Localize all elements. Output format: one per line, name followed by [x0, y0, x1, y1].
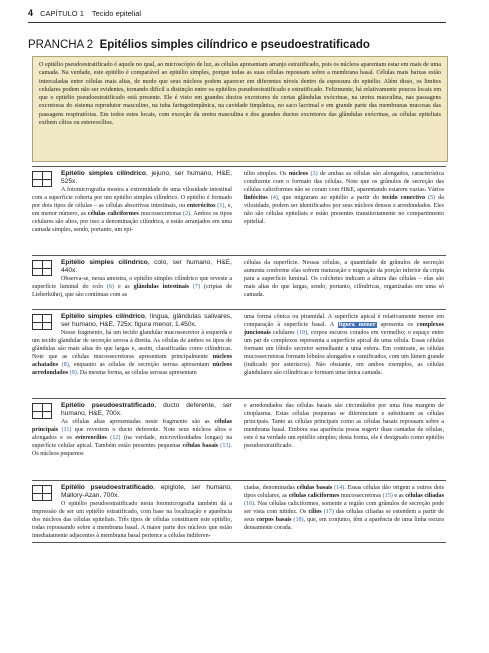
caption-title: Epitélio pseudoestratificado: [61, 402, 155, 409]
section-right-column: [244, 402, 444, 450]
bold-term: linfócitos: [244, 195, 268, 201]
right-body-text: [244, 484, 444, 532]
text-run: Nesse fragmento, há um tecido glandular mucossecretor à esquerda e um tecido glandular de secreção serosa à direita. As células de ambos os tipos de glândulas são mais altas do que largas e, assim, classificadas como cilíndricas. Note que as células mucossecretoras apresentam principalmente: [32, 330, 232, 360]
section-right-column: [244, 313, 444, 377]
left-body-text: [32, 418, 232, 458]
chapter-label: CAPÍTULO 1: [40, 9, 84, 18]
text-run: e arredondados das células basais são circundados por uma fina margem de citoplasma. Estas células pequenas se diferenciam e substituem as células principais. Tanto as células principais como as células basais repousam sobre a membrana basal. Embora sua aparência possa sugerir duas camadas de células, este é na verdade um epitélio simples; desta forma, ele é designado como epitélio pseudoestratificado.: [244, 403, 444, 449]
left-body-text: [32, 186, 232, 234]
figure-ref: (1): [215, 203, 225, 209]
bold-term: núcleos achatados: [32, 354, 232, 368]
text-run: mucossecretoras: [138, 211, 184, 217]
bold-term: estereocílios: [75, 435, 107, 441]
section-right-column: [244, 259, 444, 299]
section-left-column: [32, 313, 232, 377]
caption-details: , colo, ser humano, H&E, 440x.: [61, 259, 232, 274]
bold-term: complexos juncionais: [244, 322, 444, 336]
bold-term: núcleos: [288, 171, 309, 177]
figure-ref: (7): [189, 284, 201, 290]
section-divider: [32, 398, 446, 399]
bold-term: enterócitos: [187, 203, 216, 209]
text-run: e as: [392, 493, 406, 499]
figure-caption: [32, 402, 232, 418]
left-body-text: [32, 500, 232, 540]
section-divider: [32, 309, 446, 310]
figure-thumbnail-icon: [32, 485, 57, 506]
figure-ref: (5): [425, 195, 436, 201]
figure-ref: (16): [244, 501, 255, 507]
right-body-text: [244, 170, 444, 226]
text-run: , que, em conjunto, têm a aparência de uma linha escura densamente corada.: [244, 517, 444, 531]
chapter-title: Tecido epitelial: [91, 9, 142, 18]
section-divider: [32, 166, 446, 167]
text-run: . Essas células dão origem a outros dois tipos celulares, as: [244, 485, 445, 499]
text-run: (criptas de Lieberkühn), que são contínuas com as: [32, 284, 232, 298]
caption-title: Epitélio simples cilíndrico: [61, 259, 148, 266]
text-run: uma forma cônica ou piramidal. A superfície apical é relativamente menor em comparação à superfície basal. A: [244, 314, 444, 328]
figure-ref: (2): [183, 211, 191, 217]
text-run: células da superfície. Nessas células, a quantidade de grânulos de secreção aumenta conforme elas sofrem maturação e migração da porção inferior da cripta para a superfície luminal. Os colchetes indicam a altura das células – elas são mais altas do que largas, sendo, portanto, cilíndricas, organizadas em uma só camada.: [244, 260, 444, 298]
text-run: télio simples. Os: [244, 171, 289, 177]
figure-ref: (9): [68, 370, 77, 376]
section-left-column: [32, 170, 232, 234]
section-divider: [32, 255, 446, 256]
figure-ref: (6): [106, 284, 115, 290]
page-number: 4: [28, 8, 34, 18]
bold-term: células principais: [32, 419, 232, 433]
figure-ref: (12): [106, 435, 121, 441]
plate-title: [28, 39, 448, 51]
plate-heading: Epitélios simples cilíndrico e pseudoestratificado: [99, 39, 370, 51]
figure-ref: (3): [308, 171, 318, 177]
highlight-term: figura menor: [338, 322, 376, 328]
section-left-column: [32, 402, 232, 458]
text-run: , enquanto as células de secreção serosa apresentam: [68, 362, 213, 368]
text-run: As células altas apresentadas neste fragmento são as: [61, 419, 215, 425]
figure-ref: (15): [382, 493, 393, 499]
bold-term: corpos basais: [256, 517, 292, 523]
figure-ref: (8): [58, 362, 69, 368]
caption-details: , jejuno, ser humano, H&E, 525x.: [61, 170, 232, 185]
caption-details: , língua, glândulas salivares, ser humano, H&E, 725x; figura menor, 1.450x.: [61, 313, 232, 328]
right-body-text: [244, 313, 444, 377]
bold-term: cílios: [308, 509, 322, 515]
bold-term: núcleos arredondados: [32, 362, 232, 376]
plate-label: PRANCHA 2: [28, 39, 94, 51]
figure-caption: [32, 259, 232, 275]
figure-thumbnail-icon: [32, 171, 57, 192]
figure-caption: [32, 484, 232, 500]
left-body-text: [32, 275, 232, 299]
figure-ref: (4): [267, 195, 278, 201]
figure-ref: (13): [218, 443, 231, 449]
text-run: , corpos escuros corados em vermelho; o espaço entre um par de complexos representa a superfície apical de uma célula. Essas células formam um lóbulo secretor semelhante a uma esfera. Em contraste, as células mucossecretoras formam lóbulos alongados e ramificados, com um lúmen grande (indicado por asteriscos). Não obstante, em ambos exemplos, as células glandulares são cilíndricas e formam uma única camada.: [244, 330, 445, 376]
intro-box: [32, 56, 448, 162]
text-run: apresenta os: [376, 322, 417, 328]
text-run: que revestem o ducto deferente. Note seus núcleos altos e alongados e os: [32, 427, 233, 441]
text-run: , que migraram ao epitélio a partir do: [277, 195, 383, 201]
figure-ref: (11): [58, 427, 72, 433]
text-run: . Nas células caliciformes, somente a região com grânulos de secreção pode ser vista com nitidez. Os: [244, 501, 444, 515]
text-run: e as: [114, 284, 134, 290]
section-right-column: [244, 484, 444, 532]
figure-caption: [32, 313, 232, 329]
bold-term: tecido conectivo: [382, 195, 426, 201]
caption-details: , ducto deferente, ser humano, H&E, 700x.: [61, 402, 232, 417]
figure-caption: [32, 170, 232, 186]
text-run: Observa-se, nessa amostra, o epitélio simples cilíndrico que reveste a superfície luminal do colo: [32, 276, 232, 290]
text-run: O epitélio pseudoestratificado nesta fotomicrografia também dá a impressão de ser um epitélio estratificado, com base na localização e aparência dos núcleos das células epiteliais. Três tipos de células constituem este epitélio, todas repousando sobre a membrana basal. A maior parte dos núcleos que estão imediatamente adjacentes à membrana basal pertence a células indiferen-: [32, 501, 232, 539]
caption-details: , epiglote, ser humano, Mallory-Azan, 700x.: [61, 484, 232, 499]
text-run: ciadas, denominadas: [244, 485, 297, 491]
left-body-text: [32, 329, 232, 377]
figure-ref: (17): [321, 509, 334, 515]
running-header: [28, 8, 448, 22]
text-run: . Os núcleos pequenos: [32, 443, 232, 457]
bold-term: glândulas intestinais: [133, 284, 190, 290]
caption-title: Epitélio pseudoestratificado: [61, 484, 154, 491]
section-left-column: [32, 259, 232, 299]
right-body-text: [244, 402, 444, 450]
figure-thumbnail-icon: [32, 260, 57, 281]
bold-term: células caliciformes: [288, 493, 340, 499]
figure-ref: (18): [291, 517, 304, 523]
figure-ref: (10): [296, 330, 308, 336]
right-body-text: [244, 259, 444, 299]
caption-title: Epitélio simples cilíndrico: [61, 170, 146, 177]
section-left-column: [32, 484, 232, 540]
bold-term: células caliciformes: [87, 211, 139, 217]
text-run: (na verdade, microvilosidades longas) na superfície celular apical. Também estão presentes pequenas: [32, 435, 233, 449]
section-right-column: [244, 170, 444, 226]
intro-text: O epitélio pseudoestratificado é aquele no qual, ao microscópio de luz, as células apresentam arranjo estratificado, pois os núcleos aparentam estar em mais de uma camada. Na verdade, este epitélio é comparável ao epitélio simples, porque todas as suas células repousam sobre a membrana basal. Células mais baixas estão intercaladas entre células mais altas, de modo que seus núcleos podem aparecer em diferentes níveis dentro da espessura do epitélio. Além disso, os limites celulares podem não ser evidentes, tornando difícil a distinção entre os epitélios pseudoestratificado e estratificado. Felizmente, há relativamente poucos locais em que o epitélio pseudoestratificado está presente. Ele é visto em grandes ductos excretores de certas glândulas exócrinas, na uretra masculina, nas passagens excretoras do sistema reprodutor masculino, na tuba faringotimpânica, na cavidade timpânica, no saco lacrimal e em grande parte das membranas mucosas das passagens respiratórias. Em todos estes locais, com exceção da uretra masculina e dos grandes ductos excretores das glândulas exócrinas, as células epiteliais exibem cílios ou estereocílios.: [39, 62, 441, 127]
text-run: das células ciliadas se estendem a partir de seus: [244, 509, 444, 523]
text-run: celulares: [270, 330, 297, 336]
section-divider: [32, 480, 446, 481]
text-run: . Da mesma forma, as células serosas apresentam: [76, 370, 197, 376]
figure-thumbnail-icon: [32, 314, 57, 335]
text-run: da vilosidade, podem ser identificados por seus núcleos densos e arredondados. Eles não são células epiteliais e estão presentes transitoriamente no compartimento epitelial.: [244, 195, 444, 225]
bold-term: células basais: [182, 443, 219, 449]
caption-title: Epitélio simples cilíndrico: [61, 313, 145, 320]
bold-term: células basais: [296, 485, 333, 491]
text-run: de ambas as células são alongados, característica condizente com o formato das células. Note que os grânulos de secreção das células caliciformes não se coram com H&E, aparentando estarem vazias. Vários: [244, 171, 444, 193]
figure-ref: (14): [332, 485, 345, 491]
bold-term: células ciliadas: [405, 493, 444, 499]
text-run: , e, em menor número, as: [32, 203, 232, 217]
section-divider: [32, 542, 446, 543]
text-run: . Ambos os tipos celulares são altos, por isso a denominação cilíndrica, e estão arranjados em uma camada simples, sendo, portanto, um epi-: [32, 211, 232, 233]
figure-thumbnail-icon: [32, 403, 57, 424]
text-run: A fotomicrografia mostra a extremidade de uma vilosidade intestinal com a superfície coberta por um epitélio simples cilíndrico. O epitélio é formado por dois tipos de células – as células absortivas intestinais, ou: [32, 187, 232, 209]
header-rule: [28, 22, 446, 23]
text-run: mucossecretoras: [339, 493, 383, 499]
